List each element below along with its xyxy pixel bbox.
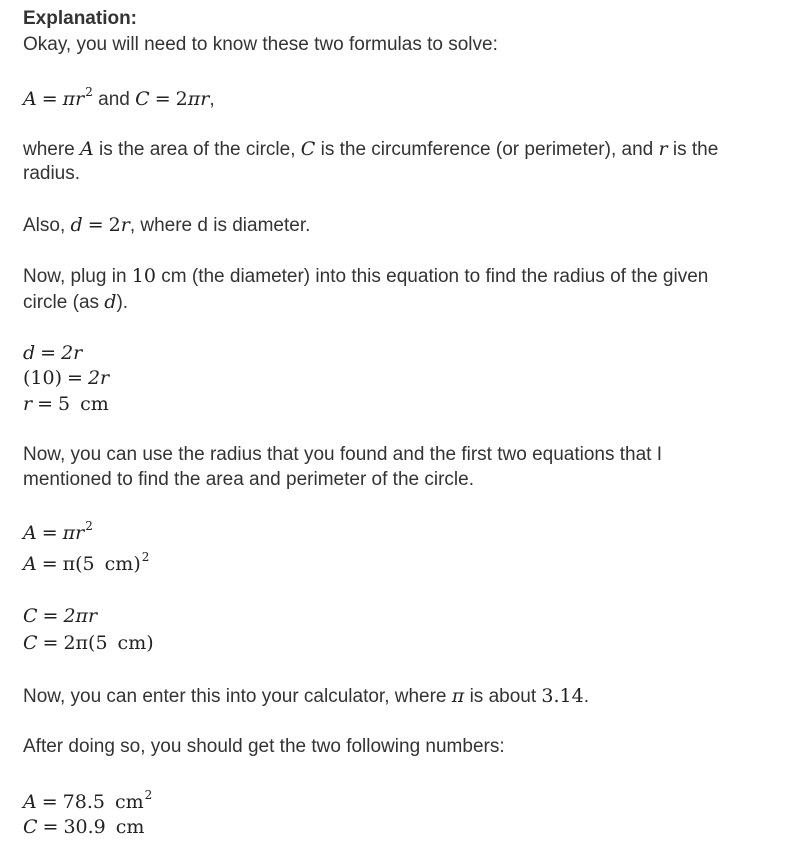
equals-sign: = [42, 816, 59, 838]
circumference-symbol: C [300, 138, 316, 160]
exponent: 2 [85, 519, 93, 533]
exponent: 2 [141, 550, 150, 564]
text: Now, you can enter this into your calculator, where [23, 686, 447, 707]
equals-sign: = [37, 393, 54, 415]
after-text: After doing so, you should get the two following numbers: [23, 736, 505, 757]
unit: cm [80, 393, 109, 415]
coefficient: 2 [108, 214, 121, 236]
comma: , [209, 89, 215, 110]
explanation-heading: Explanation: [23, 8, 138, 29]
unit: cm) [104, 553, 141, 575]
text: ). [116, 292, 129, 313]
circumference-symbol: C [135, 88, 150, 110]
and-word: and [98, 89, 130, 110]
lhs: A [23, 791, 37, 813]
equals-sign: = [67, 367, 83, 389]
radius-step-2 [23, 366, 109, 391]
lhs: C [23, 605, 38, 627]
intro-text: Okay, you will need to know these two formulas to solve: [23, 34, 498, 55]
lhs: A [23, 522, 37, 544]
radius-step-3 [23, 392, 109, 417]
rhs: 2r [61, 342, 83, 364]
text: is the [672, 139, 719, 160]
radius-symbol: r [120, 214, 130, 236]
equals-sign: = [42, 605, 59, 627]
also-line [23, 213, 310, 238]
result-area [23, 790, 152, 816]
unit: cm [114, 791, 144, 813]
unit: cm [115, 816, 145, 838]
radius-symbol: r [75, 88, 85, 110]
exponent: 2 [144, 788, 153, 802]
result-circumference [23, 815, 144, 840]
formulas-line [23, 87, 215, 113]
area-symbol: A [23, 88, 37, 110]
pi-symbol: π [187, 88, 201, 110]
circumference-value: 30.9 [63, 816, 106, 838]
equals-sign: = [41, 553, 58, 575]
radius-symbol: r [658, 138, 668, 160]
pi-symbol: π [62, 88, 76, 110]
text: is about [469, 686, 537, 707]
text: is the circumference (or perimeter), and [320, 139, 654, 160]
circ-step-2 [23, 631, 154, 656]
rhs: 2πr [63, 605, 98, 627]
lhs: C [23, 816, 38, 838]
text: cm (the diameter) into this equation to find the radius of the given [161, 266, 709, 287]
text: Now, plug in [23, 266, 127, 287]
text: circle (as [23, 292, 100, 313]
area-step-1 [23, 521, 93, 547]
diameter-symbol: d [104, 291, 117, 313]
equals-sign: = [42, 632, 59, 654]
lhs: r [23, 393, 33, 415]
rhs: πr [62, 522, 85, 544]
plug-line-2 [23, 290, 128, 315]
rhs: 2π(5 [63, 632, 108, 654]
rhs: π(5 [62, 553, 95, 575]
diameter-value: 10 [131, 265, 156, 287]
area-value: 78.5 [62, 791, 105, 813]
text: , where d is diameter. [129, 215, 311, 236]
equals-sign: = [41, 791, 58, 813]
text: Also, [23, 215, 66, 236]
coefficient: 2 [175, 88, 188, 110]
exponent: 2 [85, 85, 93, 99]
rhs: 2r [87, 367, 110, 389]
unit: cm) [117, 632, 154, 654]
diameter-symbol: d [70, 214, 83, 236]
equals-sign: = [40, 342, 57, 364]
pi-symbol: π [451, 685, 465, 707]
equals-sign: = [87, 214, 104, 236]
lhs: A [23, 553, 37, 575]
lhs: C [23, 632, 38, 654]
use-radius-line-1: Now, you can use the radius that you found and the first two equations that I [23, 444, 663, 465]
text: where [23, 139, 75, 160]
area-step-2 [23, 552, 149, 578]
equals-sign: = [41, 522, 58, 544]
equals-sign: = [41, 88, 58, 110]
rhs: 5 [58, 393, 71, 415]
text: is the area of the circle, [99, 139, 296, 160]
radius-symbol: r [200, 88, 210, 110]
lhs: (10) [23, 367, 63, 389]
calc-line [23, 684, 589, 709]
plug-line-1 [23, 264, 708, 289]
where-line-1 [23, 137, 718, 162]
pi-approx-value: 3.14 [541, 685, 584, 707]
radius-step-1 [23, 341, 82, 366]
where-line-2: radius. [23, 163, 81, 184]
area-symbol: A [80, 138, 94, 160]
use-radius-line-2: mentioned to find the area and perimeter of the circle. [23, 469, 474, 490]
lhs: d [23, 342, 36, 364]
circ-step-1 [23, 604, 97, 629]
text: . [583, 686, 589, 707]
equals-sign: = [154, 88, 171, 110]
